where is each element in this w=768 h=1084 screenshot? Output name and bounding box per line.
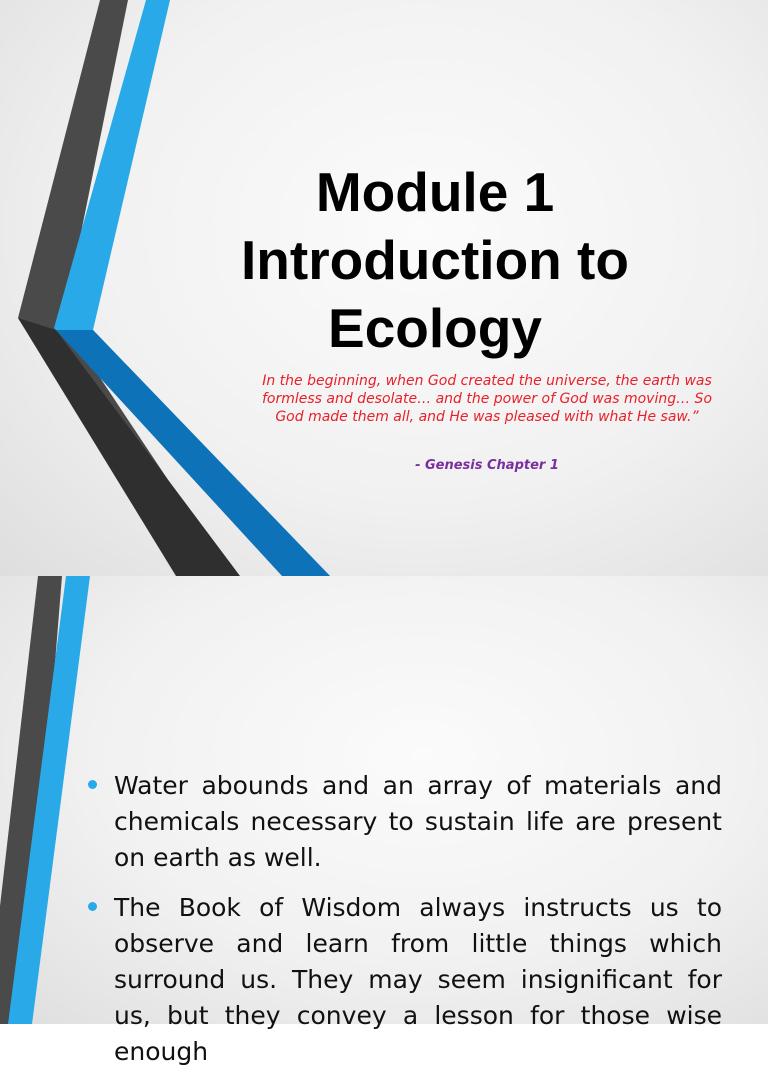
quote-source: - Genesis Chapter 1: [415, 458, 559, 473]
bible-quote: In the beginning, when God created the universe, the earth was formless and desolate… and the power of God was moving… So God made them all, and He was pleased with what He saw.”: [261, 373, 713, 425]
bullet-list: [88, 768, 722, 1084]
content-slide: [0, 576, 768, 1066]
title-line-1: Module 1: [315, 161, 555, 223]
bullet-text: Water abounds and an array of materials and chemicals necessary to sustain life are present on earth as well.: [114, 771, 722, 872]
list-item: [88, 890, 722, 1070]
title-line-3: Ecology: [328, 297, 542, 359]
bullet-dot-icon: [88, 902, 97, 911]
bullet-dot-icon: [88, 780, 97, 789]
list-item: [88, 768, 722, 876]
bullet-text: The Book of Wisdom always instructs us to observe and learn from little things which surround us. They may seem insignificant for us, but they convey a lesson for those wise enough: [114, 893, 722, 1066]
slide-title: [180, 158, 690, 362]
title-line-2: Introduction to: [241, 229, 629, 291]
